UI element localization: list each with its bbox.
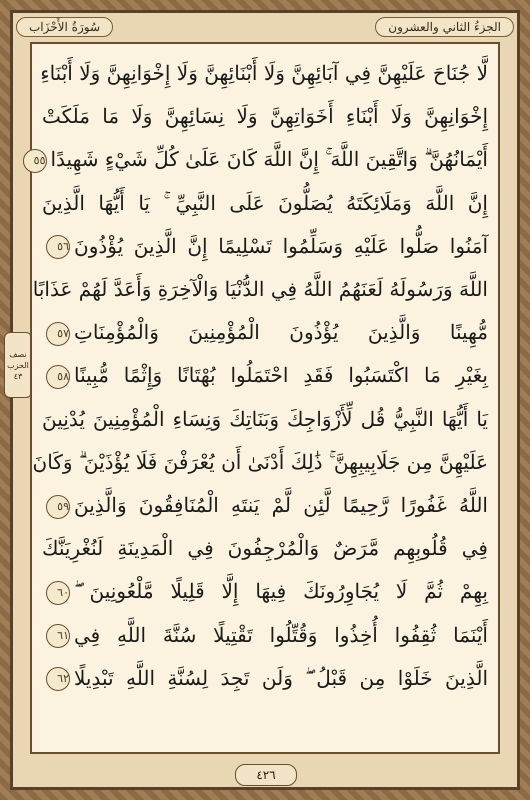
hizb-marker-line1: نصف	[9, 349, 27, 359]
ayah-marker: ٦١	[46, 624, 70, 648]
line-text: أَيْمَانُهُنَّ ۗ وَاتَّقِينَ اللَّهَ ۚ إِنَّ اللَّهَ كَانَ عَلَىٰ كُلِّ شَيْءٍ شَهِيدًا	[50, 147, 488, 172]
text-line	[42, 95, 488, 138]
ayah-marker: ٥٦	[46, 235, 70, 259]
juz-title: الجزءُ الثاني والعشرون	[375, 17, 514, 37]
line-text: آمَنُوا صَلُّوا عَلَيْهِ وَسَلِّمُوا تَسْلِيمًا إِنَّ الَّذِينَ يُؤْذُونَ	[74, 233, 488, 258]
hizb-marker	[4, 332, 32, 398]
ayah-marker: ٥٩	[46, 495, 70, 519]
line-text: اللَّهَ وَرَسُولَهُ لَعَنَهُمُ اللَّهُ فِي الدُّنْيَا وَالْآخِرَةِ وَأَعَدَّ لَهُمْ عَذَابًا	[32, 277, 488, 302]
line-text: الَّذِينَ خَلَوْا مِن قَبْلُ ۖ وَلَن تَجِدَ لِسُنَّةِ اللَّهِ تَبْدِيلًا	[74, 665, 488, 690]
text-line	[42, 527, 488, 570]
text-line	[42, 52, 488, 95]
line-text: اللَّهُ غَفُورًا رَّحِيمًا لَّئِن لَّمْ يَنتَهِ الْمُنَافِقُونَ وَالَّذِينَ	[74, 493, 488, 518]
line-text: إِنَّ اللَّهَ وَمَلَائِكَتَهُ يُصَلُّونَ عَلَى النَّبِيِّ ۚ يَا أَيُّهَا الَّذِينَ	[42, 190, 488, 215]
line-text: بِغَيْرِ مَا اكْتَسَبُوا فَقَدِ احْتَمَلُوا بُهْتَانًا وَإِثْمًا مُّبِينًا	[74, 363, 488, 388]
text-line	[33, 138, 488, 181]
line-text: إِخْوَانِهِنَّ وَلَا أَبْنَاءِ أَخَوَاتِهِنَّ وَلَا نِسَائِهِنَّ وَلَا مَا مَلَكَتْ	[42, 104, 488, 129]
text-line	[42, 354, 488, 397]
line-text: أَيْنَمَا ثُقِفُوا أُخِذُوا وَقُتِّلُوا تَقْتِيلًا سُنَّةَ اللَّهِ فِي	[74, 622, 488, 647]
hizb-marker-line3: ٤٣	[13, 371, 23, 381]
line-text: لَّا جُنَاحَ عَلَيْهِنَّ فِي آبَائِهِنَّ وَلَا أَبْنَائِهِنَّ وَلَا إِخْوَانِهِنَّ وَلَا أَبْنَاءِ	[40, 61, 488, 85]
ayah-marker: ٥٥	[23, 149, 47, 173]
line-text: فِي قُلُوبِهِم مَّرَضٌ وَالْمُرْجِفُونَ فِي الْمَدِينَةِ لَنُغْرِيَنَّكَ	[42, 536, 488, 561]
surah-title: سُورَةُ الأَحْزَاب	[16, 17, 113, 37]
ayah-marker: ٥٨	[46, 365, 70, 389]
text-line	[32, 441, 488, 484]
text-line	[42, 398, 488, 441]
hizb-marker-line2: الحزب	[7, 360, 29, 370]
line-text: عَلَيْهِنَّ مِن جَلَابِيبِهِنَّ ۚ ذَٰلِكَ أَدْنَىٰ أَن يُعْرَفْنَ فَلَا يُؤْذَيْنَ ۗ وَكَانَ	[32, 449, 488, 474]
text-line	[42, 225, 488, 268]
text-line	[42, 657, 488, 700]
ayah-marker: ٥٧	[46, 322, 70, 346]
text-line	[42, 484, 488, 527]
text-line	[42, 614, 488, 657]
text-line	[42, 311, 488, 354]
ayah-marker: ٦٠	[46, 581, 70, 605]
page-header	[16, 14, 514, 40]
quran-text-block	[30, 42, 500, 754]
text-line	[42, 570, 488, 613]
page-number: ٤٢٦	[235, 764, 297, 786]
text-line	[32, 268, 488, 311]
text-line	[42, 182, 488, 225]
ayah-marker: ٦٢	[46, 667, 70, 691]
line-text: بِهِمْ ثُمَّ لَا يُجَاوِرُونَكَ فِيهَا إِلَّا قَلِيلًا مَّلْعُونِينَ ۖ	[74, 579, 488, 604]
line-text: مُّهِينًا وَالَّذِينَ يُؤْذُونَ الْمُؤْمِنِينَ وَالْمُؤْمِنَاتِ	[74, 320, 488, 345]
line-text: يَا أَيُّهَا النَّبِيُّ قُل لِّأَزْوَاجِكَ وَبَنَاتِكَ وَنِسَاءِ الْمُؤْمِنِينَ يُدْنِينَ	[42, 406, 488, 431]
